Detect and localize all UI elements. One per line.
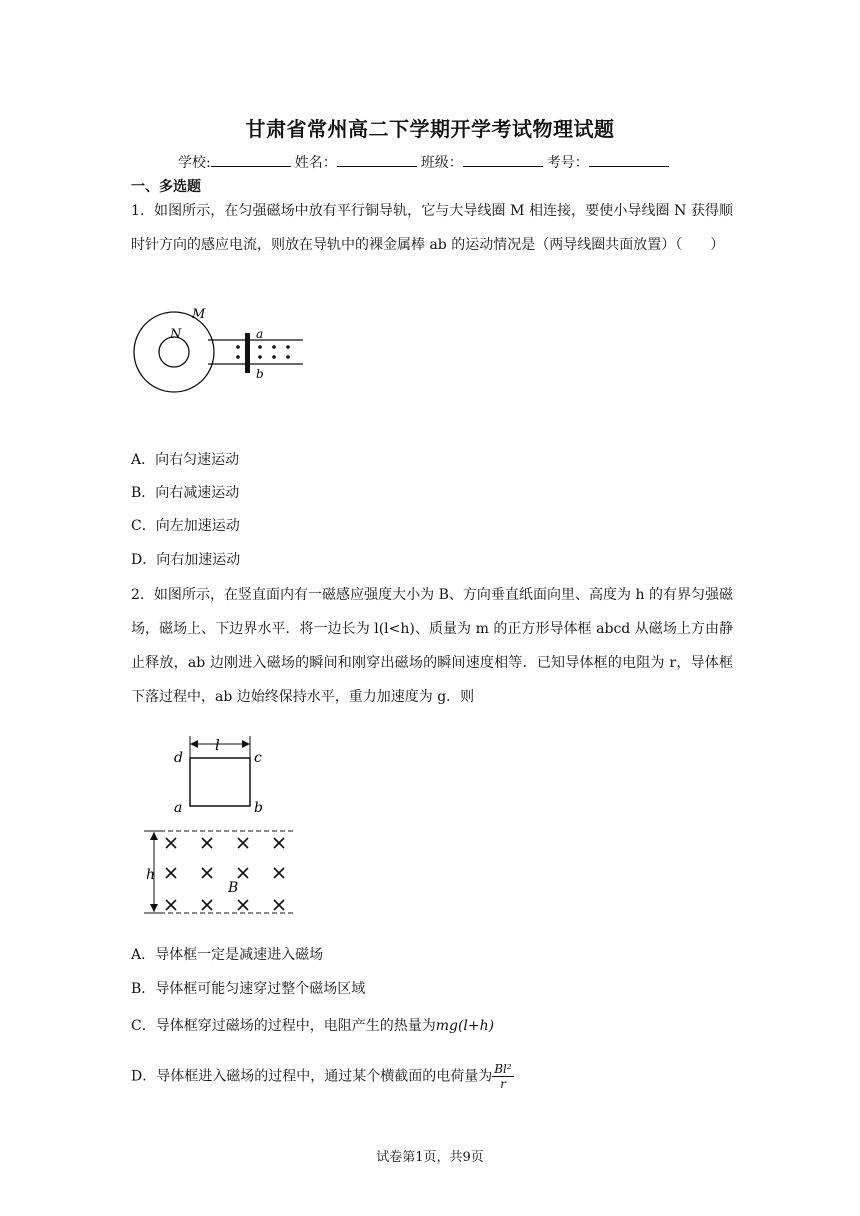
page-footer: 试卷第1页，共9页 (376, 1150, 484, 1165)
q2-option-a[interactable]: A．导体框一定是减速进入磁场 (131, 947, 324, 963)
q2-option-c[interactable] (131, 1016, 494, 1036)
label-a: a (174, 800, 183, 816)
question-2-figure (130, 724, 305, 924)
magnetic-field-crosses (166, 838, 284, 910)
label-l: l (215, 736, 220, 754)
label-c: c (254, 750, 262, 766)
exam-number-label: 考号： (546, 155, 589, 171)
fraction-numerator: Bl² (494, 1062, 512, 1076)
question-1-figure (128, 300, 308, 400)
name-blank[interactable] (337, 152, 417, 167)
label-M: M (192, 307, 206, 322)
label-d: d (174, 750, 183, 766)
q1-option-b[interactable]: B．向右减速运动 (131, 485, 240, 501)
school-blank[interactable] (211, 152, 291, 167)
fraction-denominator: r (500, 1077, 506, 1091)
name-label: 姓名： (294, 155, 337, 171)
label-b: b (254, 800, 263, 816)
student-info-line (178, 152, 673, 172)
class-blank[interactable] (463, 152, 543, 167)
section-title: 一、多选题 (131, 179, 201, 195)
q1-option-c[interactable]: C．向左加速运动 (131, 518, 240, 534)
q2-option-d-text: D．导体框进入磁场的过程中，通过某个横截面的电荷量为 (131, 1068, 493, 1085)
question-2-text: 2．如图所示，在竖直面内有一磁感应强度大小为 B、方向垂直纸面向里、高度为 h 的有界匀强磁场，磁场上、下边界水平．将一边长为 l(l<h)、质量为 m 的正方形导体框 abcd 从磁场上方由静止释放，ab 边刚进入磁场的瞬间和刚穿出磁场的瞬间速度相等．已知导体框的电阻为 r，导体框下落过程中，ab 边始终保持水平，重力加速度为 g．则 (131, 587, 733, 705)
q2-option-c-text: C．导体框穿过磁场的过程中，电阻产生的热量为 (131, 1018, 436, 1034)
label-N: N (170, 327, 182, 342)
page-title: 甘肃省常州高二下学期开学考试物理试题 (245, 117, 615, 141)
q2-option-b[interactable]: B．导体框可能匀速穿过整个磁场区域 (131, 981, 366, 997)
question-1-text: 1．如图所示，在匀强磁场中放有平行铜导轨，它与大导线圈 M 相连接，要使小导线圈 N 获得顺时针方向的感应电流，则放在导轨中的裸金属棒 ab 的运动情况是（两导线圈共面放置）（ ） (131, 203, 733, 253)
label-b: b (256, 367, 264, 381)
q2-option-d-fraction (492, 1062, 513, 1091)
class-label: 班级： (420, 155, 463, 171)
label-B: B (228, 880, 239, 896)
exam-number-blank[interactable] (589, 152, 669, 167)
q2-option-c-formula: mg(l+h) (435, 1018, 495, 1034)
label-h: h (146, 867, 156, 883)
school-label: 学校: (178, 155, 211, 171)
label-a: a (256, 327, 264, 341)
q2-option-d[interactable] (131, 1062, 514, 1091)
q1-option-d[interactable]: D．向右加速运动 (131, 552, 241, 568)
q1-option-a[interactable]: A．向右匀速运动 (131, 452, 240, 468)
